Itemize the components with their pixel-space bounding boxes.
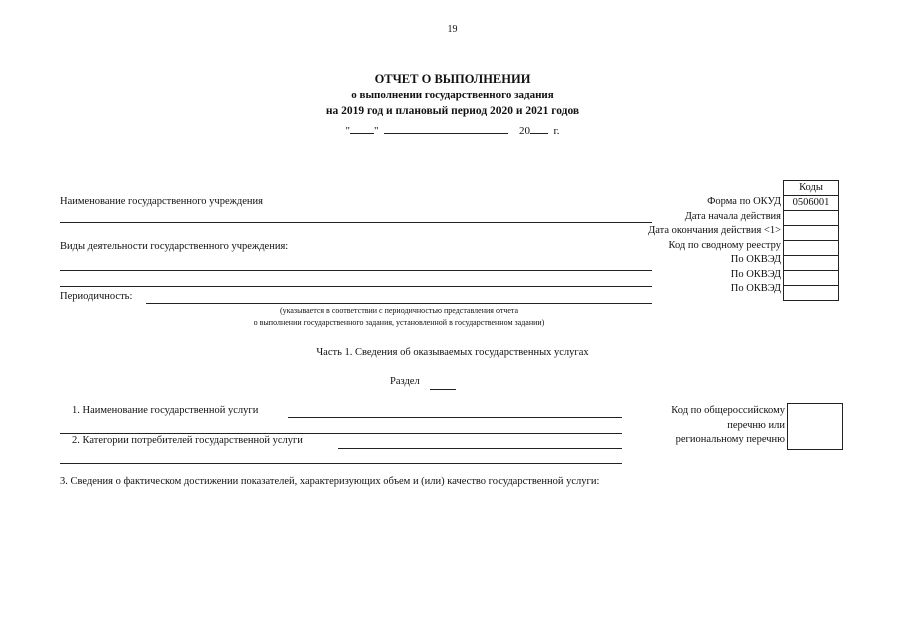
consumer-categories-line-1[interactable] bbox=[338, 448, 622, 449]
registry-code-label-line-2: перечню или bbox=[727, 419, 785, 431]
code-value-okved-2[interactable] bbox=[784, 271, 839, 286]
code-label-end-date: Дата окончания действия <1> bbox=[648, 225, 781, 236]
code-value-start-date[interactable] bbox=[784, 211, 839, 226]
code-label-okud: Форма по ОКУД bbox=[707, 196, 781, 207]
code-label-start-date: Дата начала действия bbox=[684, 210, 781, 222]
code-label-okved-1: По ОКВЭД bbox=[730, 254, 781, 265]
service-name-line-2[interactable] bbox=[60, 433, 622, 434]
date-month-blank[interactable] bbox=[384, 122, 508, 134]
institution-name-label: Наименование государственного учреждения bbox=[60, 196, 263, 207]
registry-code-label bbox=[620, 404, 785, 448]
indicators-label: 3. Сведения о фактическом достижении показателей, характеризующих объем и (или) качество государственной услуги: bbox=[60, 476, 600, 487]
registry-code-box[interactable] bbox=[787, 403, 843, 450]
section-label: Раздел bbox=[390, 376, 420, 387]
periodicity-note-1: (указывается в соответствии с периодичностью представления отчета bbox=[279, 306, 519, 315]
periodicity-note-2: о выполнении государственного задания, установленной в государственном задании) bbox=[253, 318, 545, 327]
report-period: на 2019 год и плановый период 2020 и 2021 годов bbox=[325, 105, 580, 117]
codes-table bbox=[783, 180, 839, 301]
code-label-okved-3: По ОКВЭД bbox=[730, 283, 781, 294]
periodicity-line[interactable] bbox=[146, 303, 652, 304]
code-value-registry[interactable] bbox=[784, 241, 839, 256]
section-number-line[interactable] bbox=[430, 389, 456, 390]
service-name-label: 1. Наименование государственной услуги bbox=[72, 405, 259, 416]
consumer-categories-line-2[interactable] bbox=[60, 463, 622, 464]
code-value-end-date[interactable] bbox=[784, 226, 839, 241]
date-quote-open: " bbox=[345, 125, 350, 137]
activity-types-label: Виды деятельности государственного учреждения: bbox=[60, 241, 289, 252]
report-date-line bbox=[0, 122, 905, 137]
part1-title: Часть 1. Сведения об оказываемых государственных услугах bbox=[316, 347, 589, 358]
registry-code-label-line-3: региональному перечню bbox=[675, 434, 785, 445]
report-subtitle: о выполнении государственного задания bbox=[351, 89, 554, 101]
date-year-blank[interactable] bbox=[530, 122, 548, 134]
page-number: 19 bbox=[447, 24, 458, 35]
service-name-line-1[interactable] bbox=[288, 417, 622, 418]
date-suffix: г. bbox=[553, 125, 560, 137]
consumer-categories-label: 2. Категории потребителей государственной услуги bbox=[72, 435, 303, 446]
code-value-okved-1[interactable] bbox=[784, 256, 839, 271]
registry-code-label-line-1: Код по общероссийскому bbox=[671, 405, 785, 416]
codes-header: Коды bbox=[784, 181, 839, 196]
code-value-okud[interactable]: 0506001 bbox=[784, 196, 839, 211]
periodicity-label: Периодичность: bbox=[60, 291, 133, 302]
code-value-okved-3[interactable] bbox=[784, 286, 839, 301]
code-label-okved-2: По ОКВЭД bbox=[730, 268, 781, 280]
codes-labels bbox=[520, 195, 781, 297]
report-title: ОТЧЕТ О ВЫПОЛНЕНИИ bbox=[374, 72, 531, 86]
date-year-prefix: 20 bbox=[518, 125, 530, 137]
date-quote-close: " bbox=[373, 125, 379, 137]
code-label-registry: Код по сводному реестру bbox=[668, 239, 781, 251]
date-day-blank[interactable] bbox=[350, 122, 374, 134]
